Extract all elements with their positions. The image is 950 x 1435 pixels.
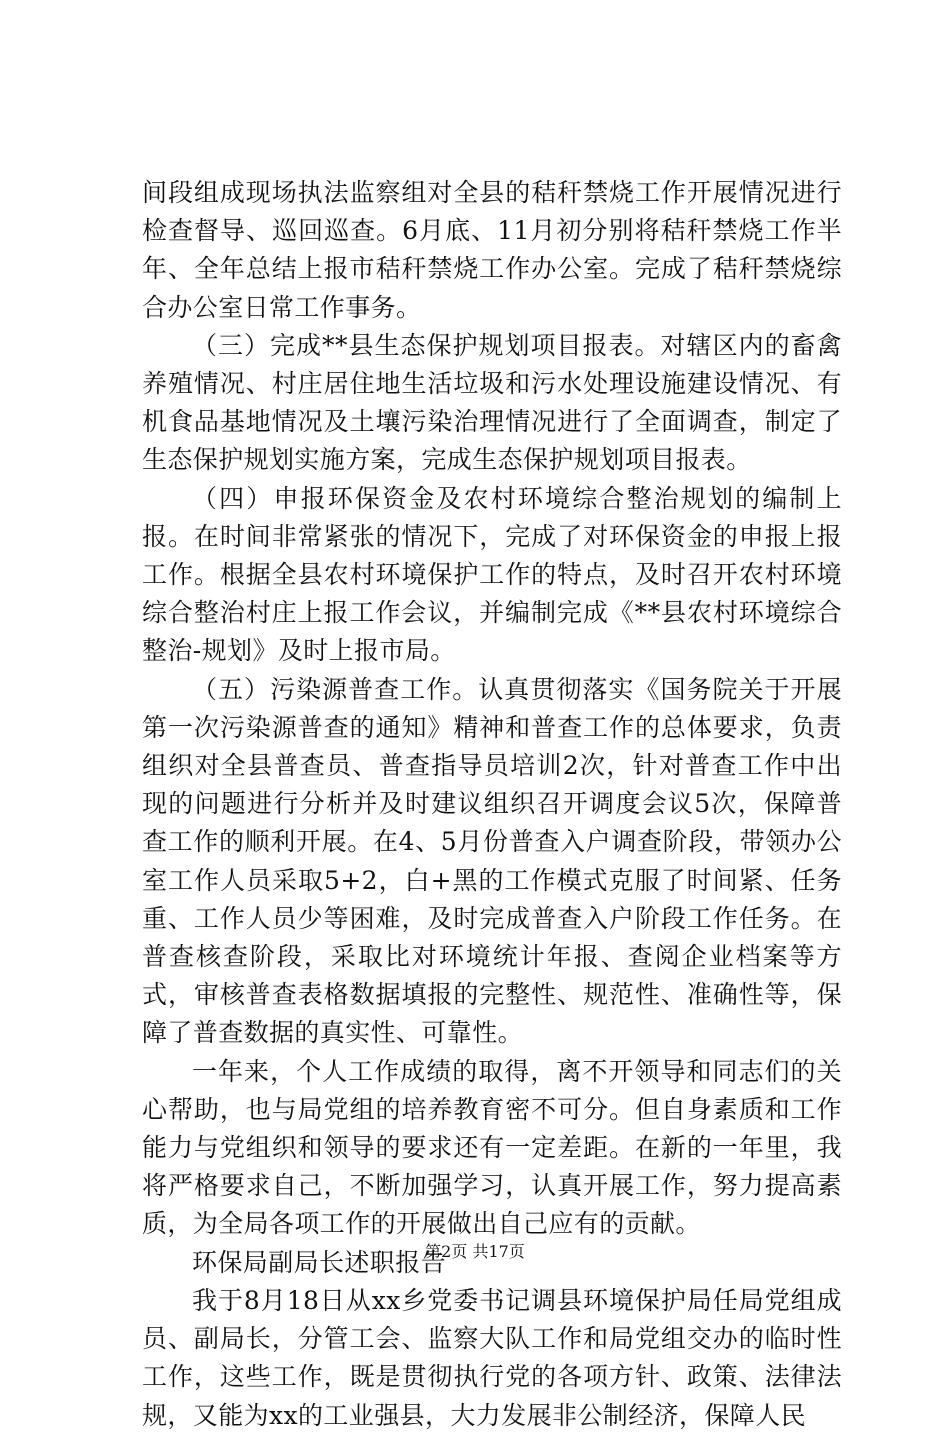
section-title-deputy-director-report: 环保局副局长述职报告 bbox=[192, 1247, 447, 1277]
paragraph-environmental-funds: （四）申报环保资金及农村环境综合整治规划的编制上报。在时间非常紧张的情况下，完成了对环保资金的申报上报工作。根据全县农村环境保护工作的特点，及时召开农村环境综合整治村庄上报工作会议，并编制完成《**县农村环境综合整治-规划》及时上报市局。 bbox=[142, 483, 842, 666]
paragraph-straw-burning-inspection: 间段组成现场执法监察组对全县的秸秆禁烧工作开展情况进行检查督导、巡回巡查。6月底、11月初分别将秸秆禁烧工作半年、全年总结上报市秸秆禁烧工作办公室。完成了秸秆禁烧综合办公室日常工作事务。 bbox=[142, 178, 842, 322]
paragraph-deputy-director-intro: 我于8月18日从xx乡党委书记调县环境保护局任局党组成员、副局长，分管工会、监察大队工作和局党组交办的临时性工作，这些工作，既是贯彻执行党的各项方针、政策、法律法规，又能为xx的工业强县，大力发展非公制经济，保障人民 bbox=[142, 1285, 842, 1430]
page-number-label: 第2页 共17页 bbox=[425, 1242, 525, 1261]
paragraph-pollution-census: （五）污染源普查工作。认真贯彻落实《国务院关于开展第一次污染源普查的通知》精神和普查工作的总体要求，负责组织对全县普查员、普查指导员培训2次，针对普查工作中出现的问题进行分析并及时建议组织召开调度会议5次，保障普查工作的顺利开展。在4、5月份普查入户调查阶段，带领办公室工作人员采取5+2，白+黑的工作模式克服了时间紧、任务重、工作人员少等困难，及时完成普查入户阶段工作任务。在普查核查阶段，采取比对环境统计年报、查阅企业档案等方式，审核普查表格数据填报的完整性、规范性、准确性等，保障了普查数据的真实性、可靠性。 bbox=[142, 674, 842, 1048]
paragraph-year-summary: 一年来，个人工作成绩的取得，离不开领导和同志们的关心帮助，也与局党组的培养教育密不可分。但自身素质和工作能力与党组织和领导的要求还有一定差距。在新的一年里，我将严格要求自己，不断加强学习，认真开展工作，努力提高素质，为全局各项工作的开展做出自己应有的贡献。 bbox=[142, 1056, 842, 1239]
page-footer bbox=[0, 1241, 950, 1263]
paragraph-ecological-protection-plan: （三）完成**县生态保护规划项目报表。对辖区内的畜禽养殖情况、村庄居住地生活垃圾和污水处理设施建设情况、有机食品基地情况及土壤污染治理情况进行了全面调查，制定了生态保护规划实施方案，完成生态保护规划项目报表。 bbox=[142, 330, 842, 475]
